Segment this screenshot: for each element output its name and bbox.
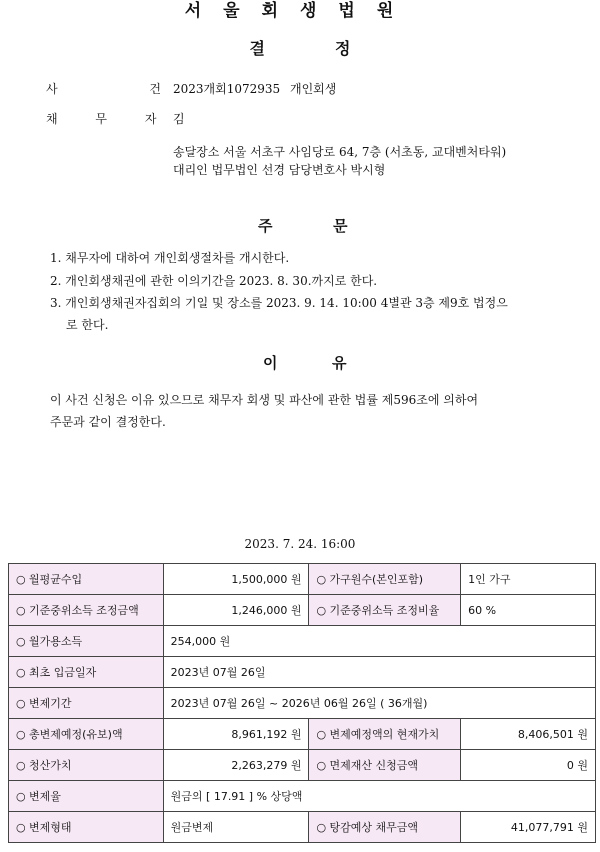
case-type: 개인회생 [290,82,337,96]
order-heading-1: 주 [258,217,273,235]
expected-debt-label: ○ 탕감예상 채무금액 [309,812,461,843]
case-number: 2023개회1072935 [173,82,281,96]
liquidation-value: 2,263,279 원 [163,750,309,781]
present-value-label: ○ 변제예정액의 현재가치 [309,719,461,750]
circle-icon: ○ [16,604,26,617]
circle-icon: ○ [16,573,26,586]
repayment-summary-table [8,563,596,843]
table-row [9,750,596,781]
case-label: 사 건 [46,82,205,96]
repayment-period-label: ○ 변제기간 [9,688,164,719]
exempt-property-label: ○ 면제재산 신청금액 [309,750,461,781]
debtor-name: 김 [173,112,185,126]
repayment-rate-value: 원금의 [ 17.91 ] % 상당액 [163,781,595,812]
median-ratio-value: 60 % [461,595,596,626]
order-item-3-cont: 로 한다. [66,318,109,332]
present-value-value: 8,406,501 원 [461,719,596,750]
circle-icon: ○ [16,666,26,679]
median-income-label: ○ 기준중위소득 조정금액 [9,595,164,626]
total-planned-value: 8,961,192 원 [163,719,309,750]
monthly-income-label: ○ 월평균수입 [9,564,164,595]
repayment-form-label: ○ 변제형태 [9,812,164,843]
expected-debt-value: 41,077,791 원 [461,812,596,843]
table-row [9,781,596,812]
circle-icon: ○ [316,573,327,586]
circle-icon: ○ [316,821,327,834]
legal-agent: 대리인 법무법인 선경 담당변호사 박시형 [173,163,386,177]
table-row [9,564,596,595]
service-address: 송달장소 서울 서초구 사임당로 64, 7층 (서초동, 교대벤처타워) [173,145,507,159]
reason-heading-2: 유 [332,354,347,372]
median-ratio-label: ○ 기준중위소득 조정비율 [309,595,461,626]
debtor-label: 채 무 자 [46,112,174,126]
reason-line-2: 주문과 같이 결정한다. [50,415,166,429]
disposable-income-label: ○ 월가용소득 [9,626,164,657]
reason-heading-1: 이 [263,354,278,372]
repayment-period-value: 2023년 07월 26일 ~ 2026년 06월 26일 ( 36개월) [163,688,595,719]
table-row [9,719,596,750]
exempt-property-value: 0 원 [461,750,596,781]
order-item-1: 1. 채무자에 대하여 개인회생절차를 개시한다. [50,251,290,265]
household-label: ○ 가구원수(본인포함) [309,564,461,595]
circle-icon: ○ [316,759,327,772]
repayment-rate-label: ○ 변제율 [9,781,164,812]
circle-icon: ○ [16,635,26,648]
decision-date: 2023. 7. 24. 16:00 [244,537,356,551]
first-payment-label: ○ 최초 입금일자 [9,657,164,688]
circle-icon: ○ [16,728,26,741]
table-row [9,595,596,626]
circle-icon: ○ [16,759,26,772]
circle-icon: ○ [16,790,26,803]
total-planned-label: ○ 총변제예정(유보)액 [9,719,164,750]
table-row [9,688,596,719]
liquidation-label: ○ 청산가치 [9,750,164,781]
table-row [9,626,596,657]
circle-icon: ○ [316,728,327,741]
disposable-income-value: 254,000 원 [163,626,595,657]
document-title: 결 정 [249,39,351,58]
circle-icon: ○ [16,821,26,834]
court-name: 서울회생법원 [184,1,416,21]
household-value: 1인 가구 [461,564,596,595]
table-row [9,812,596,843]
order-item-2: 2. 개인회생채권에 관한 이의기간을 2023. 8. 30.까지로 한다. [50,274,378,288]
order-heading-2: 문 [333,217,348,235]
monthly-income-value: 1,500,000 원 [163,564,309,595]
median-income-value: 1,246,000 원 [163,595,309,626]
circle-icon: ○ [16,697,26,710]
circle-icon: ○ [316,604,327,617]
first-payment-value: 2023년 07월 26일 [163,657,595,688]
reason-line-1: 이 사건 신청은 이유 있으므로 채무자 회생 및 파산에 관한 법률 제596조에 의하여 [50,393,479,407]
order-item-3: 3. 개인회생채권자집회의 기일 및 장소를 2023. 9. 14. 10:00 4별관 3층 제9호 법정으 [50,296,508,310]
repayment-form-value: 원금변제 [163,812,309,843]
table-row [9,657,596,688]
